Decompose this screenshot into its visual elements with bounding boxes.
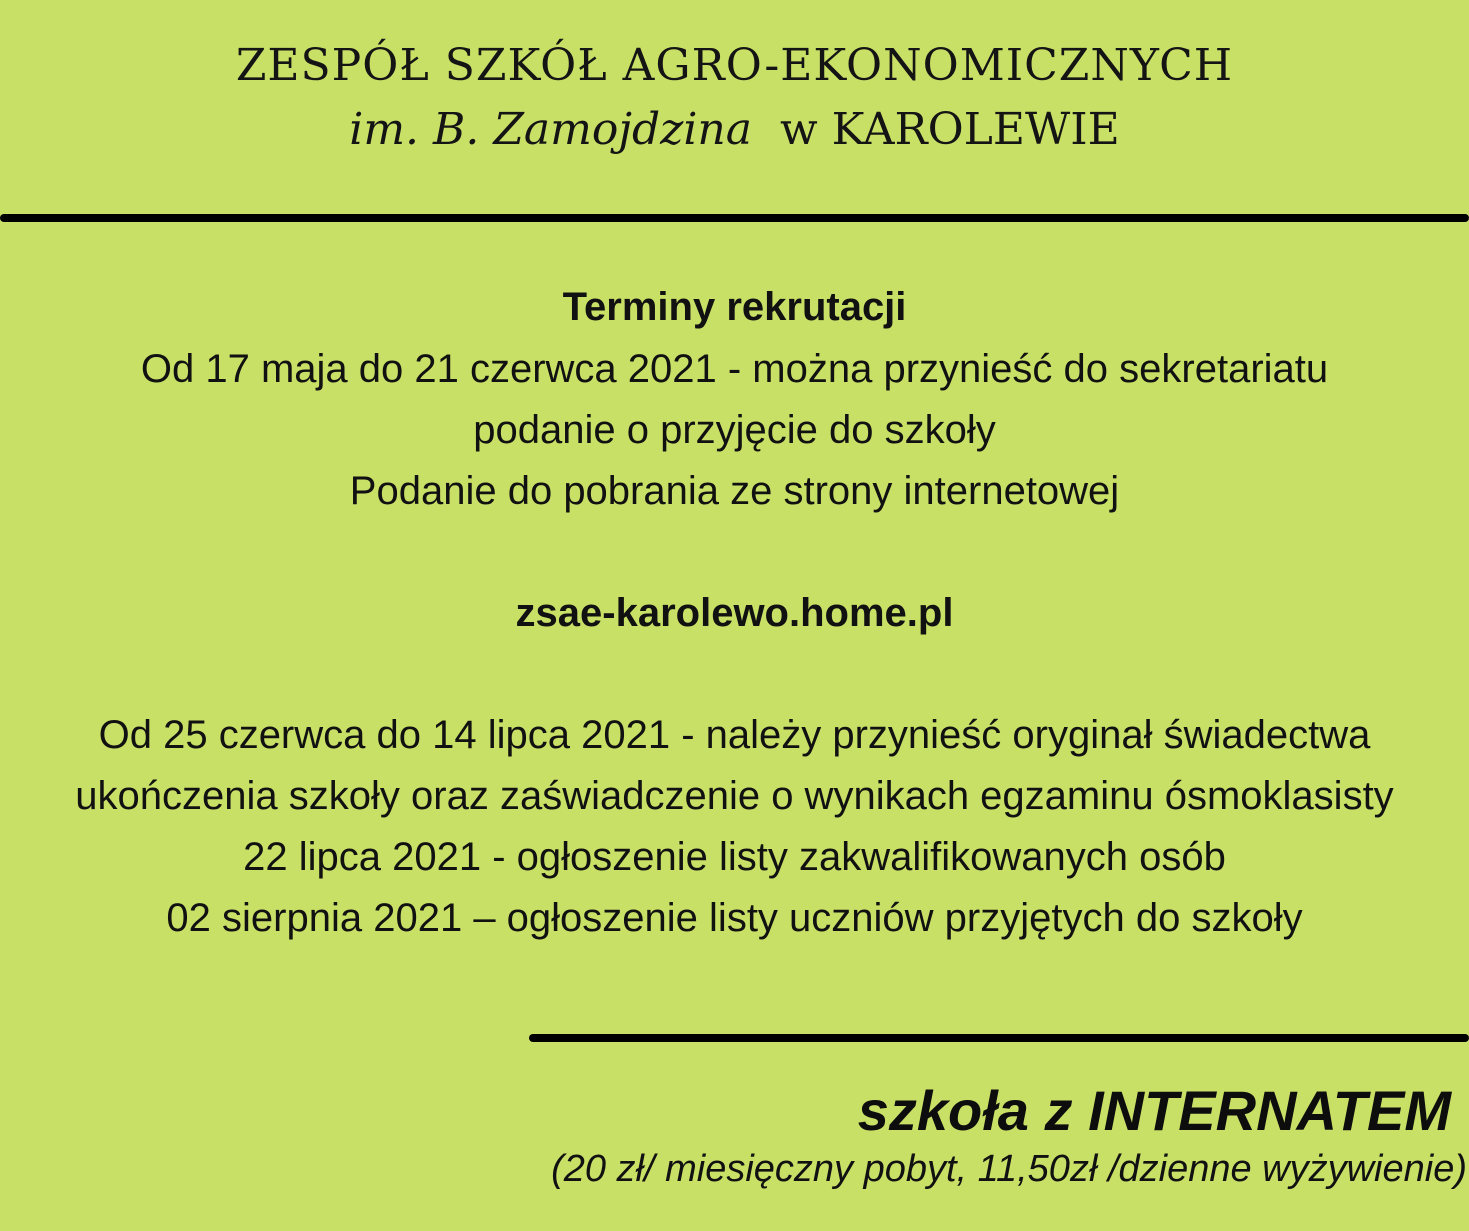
schedule-line-1: Od 25 czerwca do 14 lipca 2021 - należy przynieść oryginał świadectwa — [98, 713, 1371, 757]
recruitment-line-2: podanie o przyjęcie do szkoły — [473, 408, 996, 452]
schedule-line-3: 22 lipca 2021 - ogłoszenie listy zakwalifikowanych osób — [243, 835, 1226, 879]
bottom-divider — [529, 1034, 1469, 1042]
school-name: ZESPÓŁ SZKÓŁ AGRO-EKONOMICZNYCH — [235, 40, 1234, 91]
recruitment-line-3: Podanie do pobrania ze strony internetowej — [349, 469, 1120, 513]
schedule-line-2: ukończenia szkoły oraz zaświadczenie o wynikach egzaminu ósmoklasisty — [75, 774, 1394, 818]
website-link[interactable]: zsae-karolewo.home.pl — [515, 591, 954, 635]
school-patron-line — [0, 104, 1469, 155]
top-divider — [0, 214, 1469, 222]
boarding-school-heading: szkoła z INTERNATEM — [857, 1079, 1451, 1142]
recruitment-title: Terminy rekrutacji — [562, 285, 907, 329]
schedule-line-4: 02 sierpnia 2021 – ogłoszenie listy uczniów przyjętych do szkoły — [166, 896, 1303, 940]
recruitment-line-1: Od 17 maja do 21 czerwca 2021 - można przynieść do sekretariatu — [140, 347, 1329, 391]
school-patron: im. B. Zamojdzina — [349, 104, 752, 155]
boarding-costs: (20 zł/ miesięczny pobyt, 11,50zł /dzienne wyżywienie) — [551, 1148, 1467, 1190]
school-location: w KAROLEWIE — [779, 104, 1120, 155]
